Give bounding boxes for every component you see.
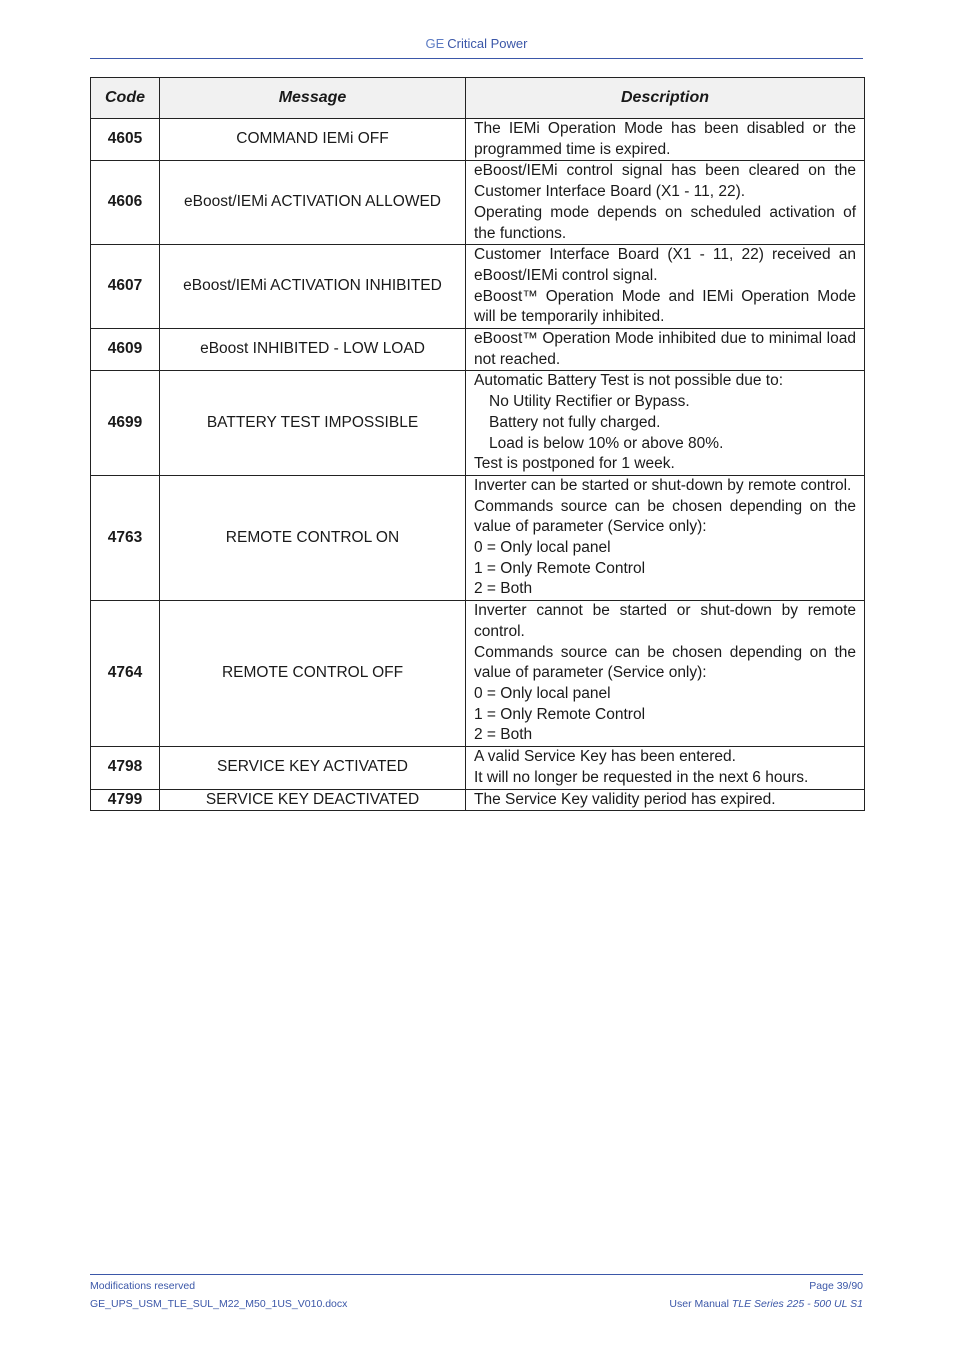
table-body <box>91 119 865 811</box>
description-line: The IEMi Operation Mode has been disabled or the programmed time is expired. <box>474 120 856 158</box>
description-line: Test is postponed for 1 week. <box>474 455 675 473</box>
event-message: SERVICE KEY DEACTIVATED <box>160 789 466 811</box>
description-line: Inverter cannot be started or shut-down by remote control. <box>474 602 856 640</box>
description-line: eBoost™ Operation Mode and IEMi Operation Mode will be temporarily inhibited. <box>474 287 856 326</box>
event-description <box>466 789 865 811</box>
description-line: Commands source can be chosen depending on the value of parameter (Service only): <box>474 643 856 682</box>
event-message: eBoost/IEMi ACTIVATION INHIBITED <box>160 245 466 329</box>
brand-logo: GE <box>425 36 445 51</box>
description-line: 0 = Only local panel <box>474 539 611 557</box>
description-line: 0 = Only local panel <box>474 684 611 702</box>
table-row <box>91 161 865 245</box>
event-description <box>466 329 865 371</box>
event-description <box>466 475 865 600</box>
event-code: 4763 <box>91 475 160 600</box>
footer-manual <box>669 1298 863 1310</box>
event-code: 4605 <box>91 119 160 161</box>
event-description <box>466 119 865 161</box>
table-row <box>91 119 865 161</box>
event-description <box>466 161 865 245</box>
table-row <box>91 245 865 329</box>
event-message: COMMAND IEMi OFF <box>160 119 466 161</box>
description-line: Commands source can be chosen depending on the value of parameter (Service only): <box>474 497 856 536</box>
description-line: No Utility Rectifier or Bypass. <box>489 393 690 411</box>
event-message: REMOTE CONTROL OFF <box>160 601 466 747</box>
description-line: Automatic Battery Test is not possible due to: <box>474 372 784 390</box>
table-row <box>91 747 865 789</box>
table-row <box>91 371 865 476</box>
event-description <box>466 245 865 329</box>
page-header <box>90 36 863 51</box>
table-row <box>91 329 865 371</box>
event-code-table <box>90 77 865 811</box>
column-header-message: Message <box>160 78 466 119</box>
description-line: It will no longer be requested in the next 6 hours. <box>474 768 809 786</box>
description-line: Operating mode depends on scheduled activation of the functions. <box>474 203 856 242</box>
event-code: 4609 <box>91 329 160 371</box>
event-code: 4699 <box>91 371 160 476</box>
footer-manual-prefix: User Manual <box>669 1298 732 1310</box>
description-line: Customer Interface Board (X1 - 11, 22) received an eBoost/IEMi control signal. <box>474 246 856 284</box>
header-title: Critical Power <box>447 36 528 51</box>
footer-modifications: Modifications reserved <box>90 1280 196 1292</box>
event-message: SERVICE KEY ACTIVATED <box>160 747 466 789</box>
footer-filename: GE_UPS_USM_TLE_SUL_M22_M50_1US_V010.docx <box>90 1298 348 1310</box>
event-description <box>466 747 865 789</box>
description-line: Battery not fully charged. <box>489 413 661 431</box>
event-description <box>466 371 865 476</box>
event-message: eBoost INHIBITED - LOW LOAD <box>160 329 466 371</box>
description-line: Inverter can be started or shut-down by remote control. <box>474 476 852 494</box>
event-code: 4606 <box>91 161 160 245</box>
description-line: 2 = Both <box>474 580 533 598</box>
description-line: A valid Service Key has been entered. <box>474 748 736 766</box>
description-line: eBoost/IEMi control signal has been cleared on the Customer Interface Board (X1 - 11, 22). <box>474 162 856 201</box>
event-code: 4764 <box>91 601 160 747</box>
event-code: 4607 <box>91 245 160 329</box>
description-line: The Service Key validity period has expired. <box>474 790 776 808</box>
table-row <box>91 475 865 600</box>
footer-manual-title: TLE Series 225 - 500 UL S1 <box>731 1298 863 1310</box>
description-line: 1 = Only Remote Control <box>474 559 646 577</box>
description-line: 2 = Both <box>474 726 533 744</box>
table-row <box>91 601 865 747</box>
header-divider <box>90 58 863 59</box>
event-message: BATTERY TEST IMPOSSIBLE <box>160 371 466 476</box>
event-message: REMOTE CONTROL ON <box>160 475 466 600</box>
description-line: 1 = Only Remote Control <box>474 705 646 723</box>
table-row <box>91 789 865 811</box>
event-description <box>466 601 865 747</box>
description-line: eBoost™ Operation Mode inhibited due to minimal load not reached. <box>474 330 856 368</box>
column-header-description: Description <box>466 78 865 119</box>
footer-page-number: Page 39/90 <box>809 1280 863 1292</box>
event-code: 4799 <box>91 789 160 811</box>
table-header-row <box>91 78 865 119</box>
event-code: 4798 <box>91 747 160 789</box>
footer-divider <box>90 1274 863 1275</box>
description-line: Load is below 10% or above 80%. <box>489 434 724 452</box>
event-message: eBoost/IEMi ACTIVATION ALLOWED <box>160 161 466 245</box>
column-header-code: Code <box>91 78 160 119</box>
